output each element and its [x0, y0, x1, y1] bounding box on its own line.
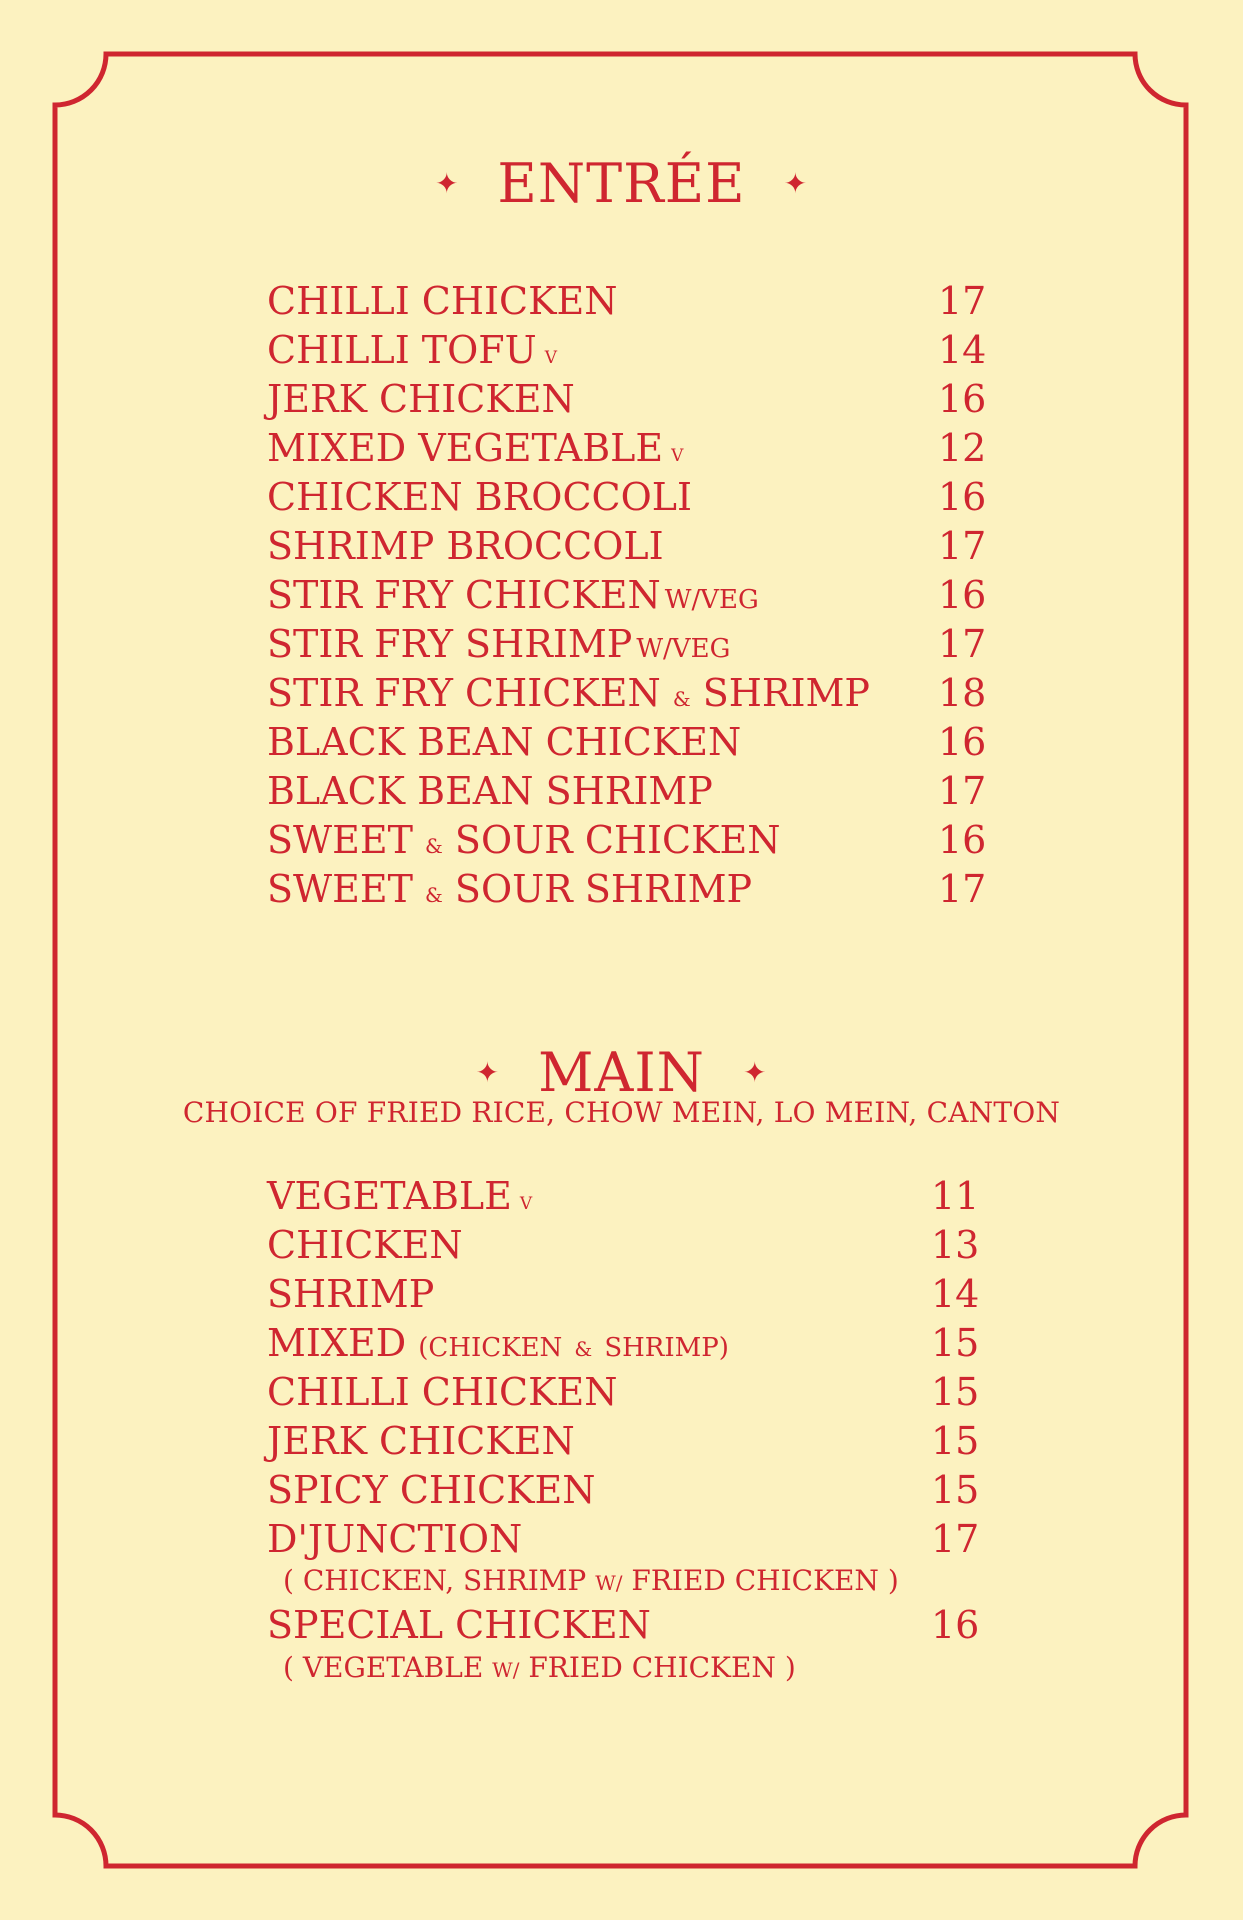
- description-text-part: FRIED CHICKEN ): [528, 1651, 796, 1684]
- item-price: 15: [931, 1370, 980, 1414]
- menu-item: [267, 1466, 987, 1515]
- item-name: SWEET: [267, 867, 413, 911]
- ampersand: &: [425, 883, 443, 907]
- menu-item: [267, 375, 987, 424]
- main-subtitle: CHOICE OF FRIED RICE, CHOW MEIN, LO MEIN, CANTON: [182, 1096, 1061, 1129]
- item-price: 17: [938, 279, 987, 323]
- main-heading: [0, 1041, 1243, 1104]
- menu-item: [267, 767, 987, 816]
- item-price: 16: [931, 1603, 980, 1647]
- menu-item: [267, 571, 987, 620]
- item-name: STIR FRY CHICKEN: [267, 671, 661, 715]
- item-note: (CHICKEN: [418, 1333, 563, 1363]
- entree-title: ENTRÉE: [497, 152, 746, 215]
- menu-item: [267, 669, 987, 718]
- item-price: 16: [938, 720, 987, 764]
- star-left-icon: ✦: [434, 167, 460, 200]
- item-price: 14: [931, 1272, 980, 1316]
- menu-item: [267, 816, 987, 865]
- menu-item: [267, 1417, 987, 1466]
- menu-item: [267, 1270, 987, 1319]
- menu-item: [267, 1319, 987, 1368]
- item-price: 17: [931, 1517, 980, 1561]
- description-text-part: FRIED CHICKEN ): [631, 1564, 899, 1597]
- item-price: 15: [931, 1321, 980, 1365]
- item-price: 13: [931, 1223, 980, 1267]
- item-name: CHICKEN BROCCOLI: [267, 475, 692, 519]
- vegetarian-tag: V: [544, 348, 557, 368]
- item-name: VEGETABLE: [267, 1174, 512, 1218]
- item-name: MIXED: [267, 1321, 407, 1365]
- ampersand: &: [425, 834, 443, 858]
- item-name: CHILLI CHICKEN: [267, 1370, 618, 1414]
- item-price: 15: [931, 1468, 980, 1512]
- item-price: 17: [938, 867, 987, 911]
- item-price: 15: [931, 1419, 980, 1463]
- item-price: 11: [931, 1174, 980, 1218]
- item-price: 17: [938, 622, 987, 666]
- item-price: 16: [938, 818, 987, 862]
- vegetarian-tag: V: [671, 446, 684, 466]
- item-name: BLACK BEAN SHRIMP: [267, 769, 713, 813]
- item-name: SWEET: [267, 818, 413, 862]
- item-name: D'JUNCTION: [267, 1517, 523, 1561]
- item-price: 18: [938, 671, 987, 715]
- star-left-icon: ✦: [475, 1056, 501, 1089]
- item-name-part: SHRIMP: [702, 671, 871, 715]
- description-text: ( VEGETABLE: [283, 1651, 484, 1684]
- description-text: ( CHICKEN, SHRIMP: [283, 1564, 587, 1597]
- item-name: CHILLI TOFU: [267, 328, 537, 372]
- main-title: MAIN: [538, 1041, 705, 1104]
- item-name: SHRIMP BROCCOLI: [267, 524, 664, 568]
- menu-item: [267, 424, 987, 473]
- menu-item: [267, 620, 987, 669]
- item-name: CHILLI CHICKEN: [267, 279, 618, 323]
- ampersand: &: [672, 687, 691, 711]
- item-name: BLACK BEAN CHICKEN: [267, 720, 742, 764]
- item-price: 16: [938, 475, 987, 519]
- menu-item: [267, 277, 987, 326]
- menu-item: [267, 718, 987, 767]
- ampersand: &: [574, 1337, 593, 1361]
- item-name: SPECIAL CHICKEN: [267, 1603, 651, 1647]
- entree-heading: [0, 152, 1243, 215]
- item-name: MIXED VEGETABLE: [267, 426, 664, 470]
- item-price: 14: [938, 328, 987, 372]
- item-price: 16: [938, 573, 987, 617]
- item-price: 17: [938, 769, 987, 813]
- item-name: SHRIMP: [267, 1272, 435, 1316]
- item-price: 16: [938, 377, 987, 421]
- menu-item: [267, 1221, 987, 1270]
- menu-item: [267, 522, 987, 571]
- item-name: JERK CHICKEN: [267, 377, 575, 421]
- menu-item: [267, 1515, 987, 1564]
- item-description: [283, 1650, 796, 1688]
- item-name: CHICKEN: [267, 1223, 463, 1267]
- item-name-part: SOUR SHRIMP: [454, 867, 753, 911]
- item-note-part: SHRIMP): [604, 1333, 729, 1363]
- item-description: [283, 1563, 899, 1601]
- menu-item: [267, 1601, 987, 1650]
- item-name: SPICY CHICKEN: [267, 1468, 596, 1512]
- star-right-icon: ✦: [742, 1056, 768, 1089]
- menu-item: [267, 865, 987, 914]
- menu-item: [267, 326, 987, 375]
- star-right-icon: ✦: [783, 167, 809, 200]
- item-name: JERK CHICKEN: [267, 1419, 575, 1463]
- item-price: 12: [938, 426, 987, 470]
- item-price: 17: [938, 524, 987, 568]
- with-abbrev: W/: [595, 1571, 623, 1595]
- item-name-part: SOUR CHICKEN: [454, 818, 781, 862]
- menu-item: [267, 473, 987, 522]
- item-suffix: W/VEG: [636, 634, 731, 664]
- item-suffix: W/VEG: [664, 585, 759, 615]
- vegetarian-tag: V: [519, 1194, 533, 1214]
- menu-item: [267, 1172, 987, 1221]
- item-name: STIR FRY SHRIMP: [267, 622, 633, 666]
- with-abbrev: W/: [492, 1658, 520, 1682]
- menu-item: [267, 1368, 987, 1417]
- item-name: STIR FRY CHICKEN: [267, 573, 661, 617]
